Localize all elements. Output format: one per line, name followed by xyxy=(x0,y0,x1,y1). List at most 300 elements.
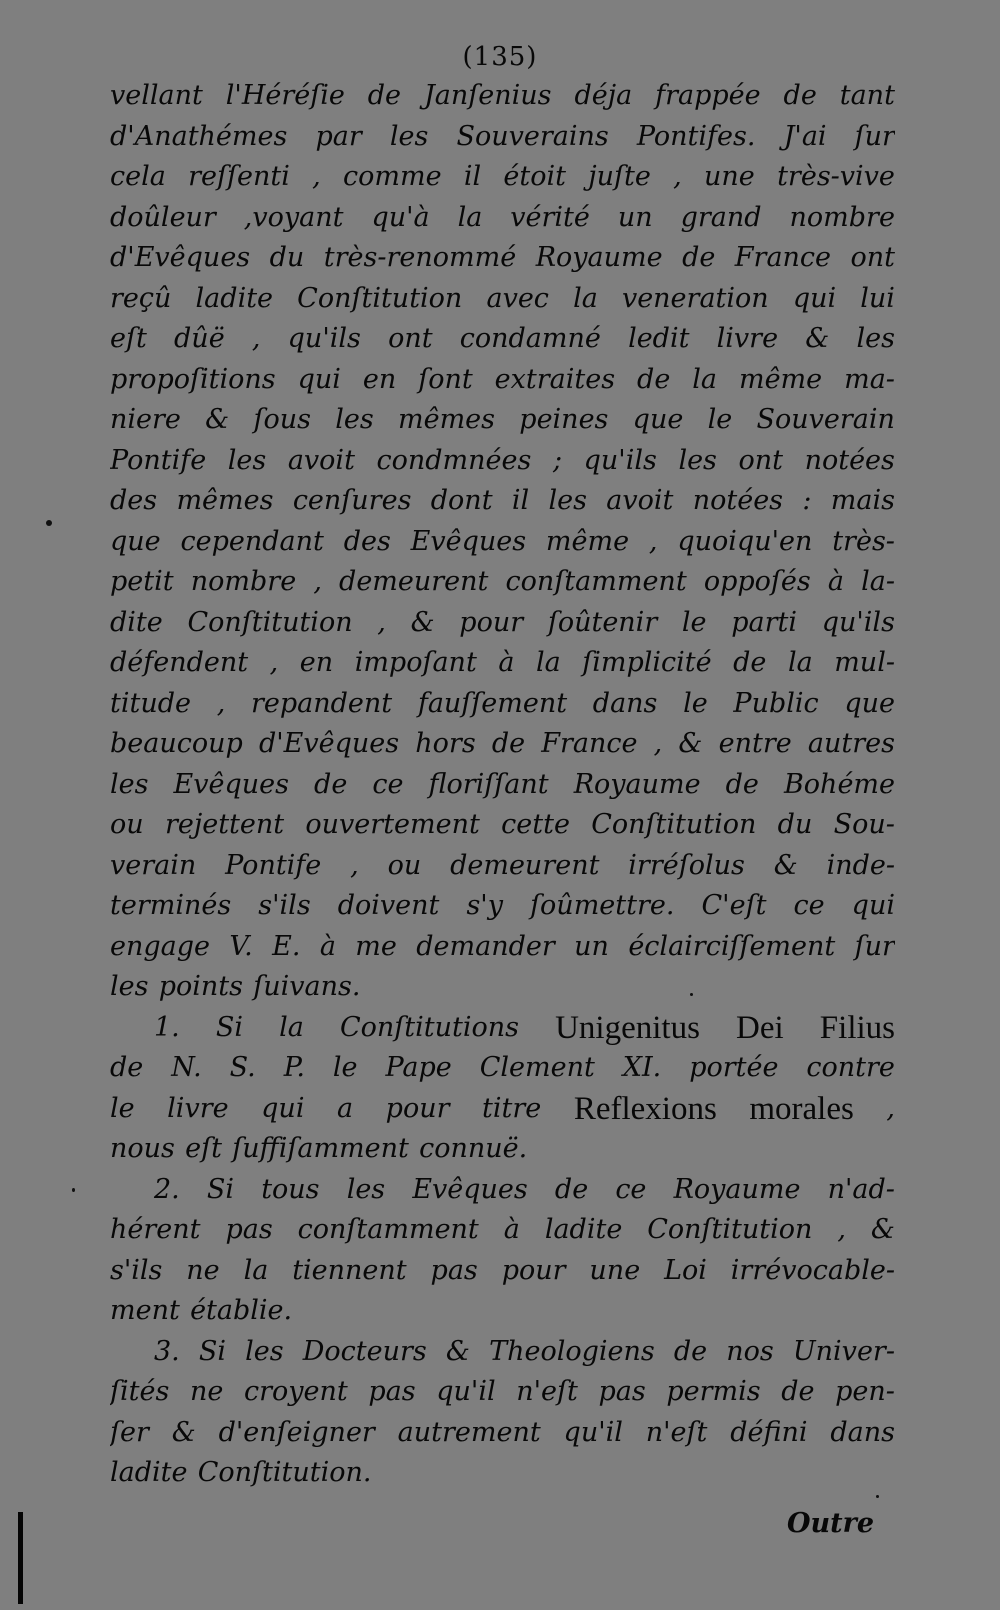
word: ſoûmettre. xyxy=(530,890,675,921)
text-line xyxy=(110,1372,895,1413)
word: Public xyxy=(733,687,819,719)
word: points xyxy=(158,971,244,1002)
word: les xyxy=(110,768,149,800)
text-line xyxy=(110,238,895,279)
word: ſuivans. xyxy=(253,971,361,1002)
word: par xyxy=(315,120,362,152)
word: hérent xyxy=(110,1214,201,1245)
word: de xyxy=(783,80,817,111)
word: très-renommé xyxy=(323,242,517,273)
word: nombre xyxy=(789,201,895,233)
word: livre xyxy=(167,1092,229,1124)
word: de xyxy=(673,1335,708,1367)
word: notées xyxy=(692,485,784,516)
word: pas xyxy=(225,1214,273,1245)
word: mais xyxy=(830,485,895,516)
word: , xyxy=(269,647,279,678)
word: Clement xyxy=(479,1052,595,1083)
catchword: Outre xyxy=(786,1508,874,1539)
word: E. xyxy=(272,930,301,962)
word: , xyxy=(216,687,226,719)
word: demeurent xyxy=(339,566,489,597)
word: n'eſt xyxy=(516,1376,578,1407)
word: demander xyxy=(416,930,555,962)
word: , xyxy=(350,849,359,881)
word: , xyxy=(673,161,682,192)
word: de xyxy=(725,768,759,800)
word: ſont xyxy=(418,363,473,395)
word: terminés xyxy=(110,890,232,921)
word: Souverain xyxy=(756,404,895,435)
word: conſtamment xyxy=(505,566,687,597)
word: veneration xyxy=(621,282,769,314)
word: France xyxy=(734,242,832,273)
word: Conſtitution xyxy=(187,606,353,638)
text-line xyxy=(110,967,895,1008)
word: rejettent xyxy=(164,809,285,840)
word: ouvertement xyxy=(305,809,480,840)
text-line xyxy=(110,117,895,158)
word: reſſenti xyxy=(188,161,290,192)
word: , xyxy=(377,606,386,638)
word: Theologiens xyxy=(489,1335,655,1367)
word: ladite xyxy=(544,1214,623,1245)
word: d'Evêques xyxy=(110,242,251,273)
word: Evêques xyxy=(412,1173,528,1205)
text-line xyxy=(110,441,895,482)
word: N. xyxy=(171,1052,202,1083)
word: les xyxy=(346,1173,386,1205)
word: Pontifes. xyxy=(636,120,756,152)
word: qu'il xyxy=(563,1416,623,1448)
word: ce xyxy=(372,768,404,800)
word: avoit xyxy=(606,485,674,516)
word: 3. xyxy=(154,1335,180,1367)
word: & xyxy=(773,849,798,881)
text-line xyxy=(110,684,895,725)
word: tant xyxy=(839,80,895,111)
word: pas xyxy=(598,1376,646,1407)
word: ment xyxy=(110,1295,180,1326)
word: en xyxy=(362,363,397,395)
text-line xyxy=(110,319,895,360)
word: ſimplicité xyxy=(582,647,712,678)
word: ont xyxy=(388,323,433,354)
word: Univer- xyxy=(792,1335,895,1367)
word: ſités xyxy=(110,1376,170,1407)
word: pas xyxy=(430,1254,478,1286)
word: contre xyxy=(806,1052,895,1083)
word: ſous xyxy=(253,404,311,435)
word: Conſtitution xyxy=(647,1214,813,1245)
word: ce xyxy=(615,1173,647,1205)
word: 1. xyxy=(154,1011,180,1043)
word: d'Anathémes xyxy=(110,120,288,152)
word: la xyxy=(279,1011,304,1043)
word: & xyxy=(205,404,230,435)
word: grand xyxy=(680,201,762,233)
ink-speck xyxy=(72,1188,75,1192)
word: & xyxy=(870,1214,895,1245)
word: du xyxy=(269,242,305,273)
word: n'ad- xyxy=(827,1173,895,1205)
word: le xyxy=(681,606,707,638)
word: titude xyxy=(110,687,191,719)
text-line xyxy=(110,1413,895,1454)
word: , xyxy=(251,323,261,354)
word: pour xyxy=(459,606,524,638)
word: nous xyxy=(110,1133,175,1164)
word: niere xyxy=(110,404,181,435)
word: a xyxy=(337,1092,354,1124)
word: l'Héréſie xyxy=(225,80,345,111)
word: petit xyxy=(110,566,174,597)
word: Evêques xyxy=(410,525,527,557)
word: une xyxy=(704,161,755,192)
text-line xyxy=(110,481,895,522)
word: la xyxy=(535,647,561,678)
word: oppoſés xyxy=(703,566,811,597)
word: V. xyxy=(229,930,253,962)
word: très-vive xyxy=(777,161,895,192)
text-line xyxy=(110,1008,895,1049)
word: France xyxy=(541,728,638,759)
word: du xyxy=(777,809,813,840)
word: parti xyxy=(731,606,798,638)
word: ledit xyxy=(628,323,690,354)
word: me xyxy=(355,930,397,962)
word: juſte xyxy=(588,161,651,192)
word: de xyxy=(637,363,671,395)
text-line xyxy=(110,805,895,846)
word: dans xyxy=(592,687,658,719)
word: floriſſant xyxy=(428,768,549,800)
word: Royaume xyxy=(535,242,663,273)
ink-speck xyxy=(46,520,52,526)
word: qui xyxy=(792,282,837,314)
text-line xyxy=(110,522,895,563)
word: , xyxy=(648,525,658,557)
word: engage xyxy=(110,930,211,962)
word: les xyxy=(389,120,429,152)
word: qui xyxy=(297,363,341,395)
text-line xyxy=(110,198,895,239)
text-line xyxy=(110,1210,895,1251)
word: , xyxy=(312,161,321,192)
word: étoit xyxy=(503,161,566,192)
word: déja xyxy=(574,80,633,111)
word: Souverains xyxy=(456,120,609,152)
word: le xyxy=(707,404,733,435)
word: s'y xyxy=(466,890,503,921)
word: Docteurs xyxy=(302,1335,427,1367)
word: tiennent xyxy=(292,1254,407,1286)
word: irréſolus xyxy=(628,849,745,881)
word: ſer xyxy=(110,1416,149,1448)
word: les xyxy=(245,1335,284,1367)
word: qui xyxy=(851,890,895,921)
word: les xyxy=(856,323,895,354)
word: titre xyxy=(482,1092,542,1124)
word: pour xyxy=(501,1254,566,1286)
word: de xyxy=(491,728,526,759)
text-line xyxy=(110,1089,895,1130)
word: extraites xyxy=(494,363,616,395)
word: un xyxy=(617,201,653,233)
word: ce xyxy=(793,890,825,921)
word: la xyxy=(243,1254,269,1286)
word: en xyxy=(299,647,334,678)
word: , xyxy=(837,1214,846,1245)
word: les xyxy=(227,444,267,476)
text-line xyxy=(110,886,895,927)
word: J'ai xyxy=(783,120,827,152)
word: & xyxy=(805,323,830,354)
word: ma- xyxy=(844,363,895,395)
word: Conſtitution xyxy=(591,809,757,840)
word: portée xyxy=(689,1052,779,1083)
ink-speck xyxy=(876,1495,879,1498)
word: n'eſt xyxy=(645,1416,708,1448)
body-text xyxy=(110,76,895,1494)
word: Conſtitutions xyxy=(339,1011,519,1043)
page-number: (135) xyxy=(462,42,538,72)
word: un xyxy=(574,930,609,962)
word: la xyxy=(692,363,717,395)
word: verain xyxy=(110,849,197,881)
word: ſur xyxy=(854,120,895,152)
word: ont xyxy=(850,242,895,273)
word: dont xyxy=(430,485,493,516)
word: mêmes xyxy=(397,404,496,435)
text-line xyxy=(110,279,895,320)
text-line xyxy=(110,1291,895,1332)
word: les xyxy=(335,404,374,435)
word: impoſant xyxy=(354,647,477,678)
word: à xyxy=(827,566,844,597)
word: éclairciſſement xyxy=(628,930,836,962)
word: doivent xyxy=(337,890,440,921)
word: s'ils xyxy=(258,890,311,921)
word: même xyxy=(545,525,630,557)
text-line xyxy=(110,157,895,198)
word: Janſenius xyxy=(423,80,552,111)
word: Bohéme xyxy=(783,768,895,800)
word: Sou- xyxy=(833,809,895,840)
word: notées xyxy=(804,444,895,476)
word: le xyxy=(683,687,708,719)
word: de xyxy=(314,768,348,800)
word: hors xyxy=(415,728,476,759)
word: Conſtitution xyxy=(297,282,463,314)
word: ne xyxy=(189,1376,224,1407)
word: ont xyxy=(738,444,783,476)
word: Si xyxy=(215,1011,244,1043)
word: qu'ils xyxy=(583,444,657,476)
word: la xyxy=(457,201,483,233)
word: P. xyxy=(283,1052,305,1083)
word: fauſſement xyxy=(417,687,568,719)
word: quoiqu'en xyxy=(677,525,813,557)
word: les xyxy=(678,444,717,476)
word: à xyxy=(319,930,336,962)
word: peines xyxy=(519,404,609,435)
word: pour xyxy=(385,1092,450,1124)
word: ſur xyxy=(854,930,895,962)
word: établie. xyxy=(190,1295,293,1326)
word: beaucoup xyxy=(110,728,243,759)
word: C'eſt xyxy=(701,890,767,921)
word: & xyxy=(171,1416,196,1448)
page-edge-mark xyxy=(18,1512,23,1604)
text-line xyxy=(110,1129,895,1170)
word: entre xyxy=(718,728,792,759)
text-line xyxy=(110,846,895,887)
word: mul- xyxy=(834,647,895,678)
word: le xyxy=(110,1092,135,1124)
word: cela xyxy=(110,161,166,192)
word: reçû xyxy=(110,282,172,314)
text-line xyxy=(110,562,895,603)
word: qu'ils xyxy=(821,606,895,638)
word: Pape xyxy=(385,1052,452,1083)
word: Conſtitution. xyxy=(197,1457,372,1488)
word: que xyxy=(844,687,895,719)
word: que xyxy=(632,404,684,435)
word: pas xyxy=(368,1376,416,1407)
word: de xyxy=(554,1173,589,1205)
word: une xyxy=(589,1254,641,1286)
word: morales xyxy=(749,1090,854,1127)
word: à xyxy=(498,647,515,678)
word: ne xyxy=(186,1254,220,1286)
word: , xyxy=(313,566,322,597)
text-line xyxy=(110,603,895,644)
word: & xyxy=(678,728,703,759)
word: défini xyxy=(730,1416,808,1448)
word: qui xyxy=(261,1092,305,1124)
word: eſt xyxy=(185,1133,222,1164)
word: lui xyxy=(860,282,895,314)
text-line xyxy=(110,1048,895,1089)
word: de xyxy=(110,1052,144,1083)
word: ou xyxy=(387,849,422,881)
word: nos xyxy=(726,1335,774,1367)
word: XI. xyxy=(622,1052,662,1083)
word: tous xyxy=(261,1173,320,1205)
word: d'Evêques xyxy=(258,728,400,759)
word: il xyxy=(463,161,482,192)
word: Pontife xyxy=(225,849,322,881)
word: Unigenitus xyxy=(555,1009,700,1046)
word: , xyxy=(886,1092,895,1124)
word: doûleur xyxy=(110,201,216,233)
word: S. xyxy=(229,1052,256,1083)
word: autres xyxy=(807,728,895,759)
word: les xyxy=(110,971,149,1002)
word: : xyxy=(802,485,812,516)
word: comme xyxy=(343,161,442,192)
text-line xyxy=(110,643,895,684)
word: cenſures xyxy=(292,485,412,516)
word: ,voyant xyxy=(243,201,344,233)
word: cette xyxy=(501,809,570,840)
word: très- xyxy=(832,525,895,557)
text-line xyxy=(110,1453,895,1494)
text-line xyxy=(110,765,895,806)
word: livre xyxy=(716,323,779,354)
word: qu'il xyxy=(436,1376,496,1407)
word: la xyxy=(573,282,598,314)
word: propoſitions xyxy=(110,363,276,395)
word: 2. xyxy=(154,1173,180,1205)
word: condmnées xyxy=(376,444,532,476)
word: Reflexions xyxy=(573,1090,717,1127)
word: Royaume xyxy=(573,768,701,800)
word: demeurent xyxy=(450,849,600,881)
text-line xyxy=(110,1251,895,1292)
word: repandent xyxy=(250,687,393,719)
word: Si xyxy=(206,1173,235,1205)
text-line xyxy=(110,1332,895,1373)
word: des xyxy=(110,485,158,516)
word: le xyxy=(332,1052,358,1083)
word: ladite xyxy=(195,282,274,314)
word: Filius xyxy=(819,1009,895,1046)
text-line xyxy=(110,360,895,401)
word: autrement xyxy=(397,1416,541,1448)
text-line xyxy=(110,1170,895,1211)
word: les xyxy=(548,485,587,516)
ink-speck xyxy=(690,993,693,996)
word: inde- xyxy=(826,849,895,881)
word: ſuffiſamment xyxy=(232,1133,409,1164)
word: de xyxy=(682,242,716,273)
word: dite xyxy=(110,606,163,638)
word: avoit xyxy=(287,444,355,476)
word: Royaume xyxy=(673,1173,801,1205)
text-line xyxy=(110,927,895,968)
word: Si xyxy=(198,1335,227,1367)
word: croyent xyxy=(243,1376,348,1407)
word: connuë. xyxy=(419,1133,528,1164)
text-line xyxy=(110,76,895,117)
word: la- xyxy=(861,566,895,597)
word: ou xyxy=(110,809,144,840)
word: pen- xyxy=(835,1376,895,1407)
text-line xyxy=(110,400,895,441)
word: & xyxy=(410,606,435,638)
word: s'ils xyxy=(110,1254,163,1286)
word: dûë xyxy=(174,323,225,354)
word: qu'à xyxy=(371,201,430,233)
text-line xyxy=(110,724,895,765)
word: la xyxy=(787,647,813,678)
word: il xyxy=(511,485,530,516)
word: qu'ils xyxy=(287,323,361,354)
word: ; xyxy=(552,444,563,476)
word: dans xyxy=(830,1416,895,1448)
word: de xyxy=(781,1376,815,1407)
word: irrévocable- xyxy=(730,1254,895,1286)
word: défendent xyxy=(110,647,249,678)
word: d'enſeigner xyxy=(218,1416,375,1448)
word: Dei xyxy=(736,1009,784,1046)
word: à xyxy=(503,1214,520,1245)
word: ſoûtenir xyxy=(547,606,658,638)
word: eſt xyxy=(110,323,147,354)
word: nombre xyxy=(190,566,297,597)
